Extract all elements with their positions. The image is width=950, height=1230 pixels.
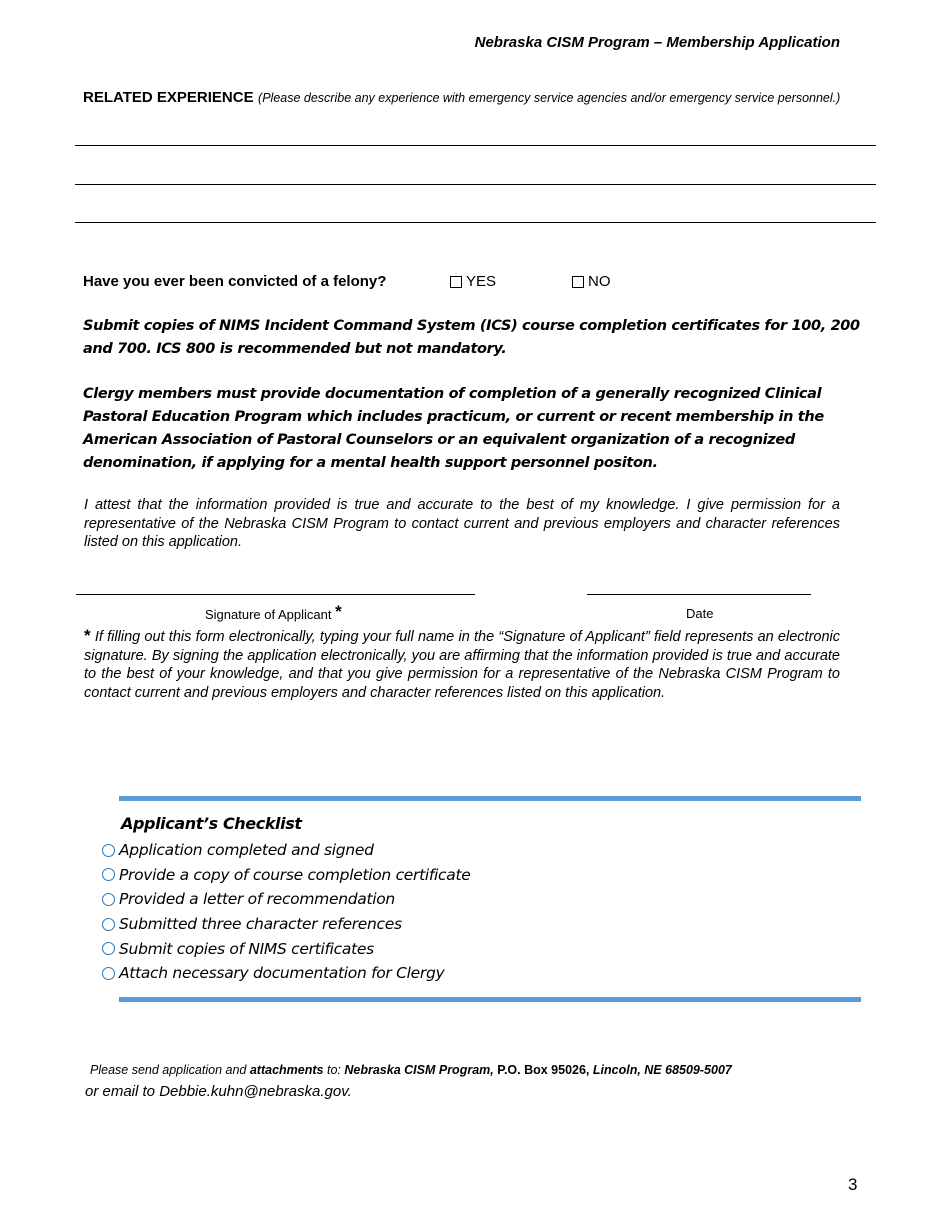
- checklist-item-label: Submit copies of NIMS certificates: [119, 939, 374, 958]
- felony-yes-checkbox[interactable]: [450, 273, 496, 290]
- signature-line[interactable]: [76, 594, 475, 595]
- felony-question: Have you ever been convicted of a felony?: [83, 273, 387, 290]
- mail-attachments: attachments: [249, 1063, 324, 1077]
- radio-circle-icon[interactable]: [102, 967, 115, 980]
- radio-circle-icon[interactable]: [102, 893, 115, 906]
- radio-circle-icon[interactable]: [102, 918, 115, 931]
- checklist-item[interactable]: [102, 961, 470, 986]
- attestation-text: I attest that the information provided is true and accurate to the best of my knowledge. I give permission for a representative of the Nebraska CISM Program to contact current and previous employers and character references listed on this application.: [84, 497, 840, 550]
- mail-po-box: P.O. Box 95026,: [497, 1063, 590, 1077]
- date-label: Date: [686, 606, 714, 621]
- related-experience-note: (Please describe any experience with emergency service agencies and/or emergency service personnel.): [258, 91, 841, 105]
- checklist-item[interactable]: [102, 863, 470, 888]
- mailing-instructions: [90, 1063, 732, 1077]
- felony-yes-label: YES: [466, 273, 497, 290]
- experience-line-2[interactable]: [75, 184, 876, 185]
- page-number: 3: [848, 1175, 858, 1194]
- mail-to: to:: [326, 1063, 341, 1077]
- related-experience-heading: RELATED EXPERIENCE: [83, 89, 254, 106]
- experience-line-1[interactable]: [75, 145, 876, 146]
- checklist: [102, 838, 470, 986]
- checklist-item-label: Provided a letter of recommendation: [119, 890, 395, 909]
- mail-org: Nebraska CISM Program,: [344, 1063, 494, 1077]
- checklist-item-label: Application completed and signed: [119, 841, 374, 860]
- checklist-item-label: Submitted three character references: [119, 915, 402, 934]
- checklist-top-bar: [119, 796, 861, 801]
- radio-circle-icon[interactable]: [102, 942, 115, 955]
- felony-no-label: NO: [588, 273, 611, 290]
- related-experience-section: [83, 89, 843, 107]
- checkbox-icon: [572, 276, 584, 288]
- checklist-item[interactable]: [102, 838, 470, 863]
- document-header: Nebraska CISM Program – Membership Application: [474, 34, 840, 51]
- signature-asterisk: *: [335, 602, 342, 621]
- felony-no-checkbox[interactable]: [572, 273, 611, 290]
- email-instructions: or email to Debbie.kuhn@nebraska.gov.: [85, 1083, 352, 1100]
- mail-city: Lincoln, NE 68509-5007: [592, 1063, 732, 1077]
- checklist-item[interactable]: [102, 887, 470, 912]
- radio-circle-icon[interactable]: [102, 844, 115, 857]
- footnote-text: If filling out this form electronically, typing your full name in the “Signature of Applicant” field represents an electronic signature. By signing the application electronically, you are affirming that the information provided is true and accurate to the best of your knowledge, and that you give permission for a representative of the Nebraska CISM Program to contact current and previous employers and character references listed on this application.: [84, 629, 840, 701]
- experience-line-3[interactable]: [75, 222, 876, 223]
- signature-label-text: Signature of Applicant: [205, 607, 332, 622]
- checkbox-icon: [450, 276, 462, 288]
- mail-prefix: Please send application and: [90, 1063, 247, 1077]
- checklist-item[interactable]: [102, 936, 470, 961]
- nims-notice: Submit copies of NIMS Incident Command System (ICS) course completion certificates for 100, 200 and 700. ICS 800 is recommended but not mandatory.: [83, 318, 860, 357]
- radio-circle-icon[interactable]: [102, 868, 115, 881]
- checklist-bottom-bar: [119, 997, 861, 1002]
- checklist-item[interactable]: [102, 912, 470, 937]
- date-line[interactable]: [587, 594, 811, 595]
- checklist-item-label: Provide a copy of course completion certificate: [119, 865, 471, 884]
- electronic-signature-footnote: [84, 627, 840, 702]
- footnote-asterisk: *: [84, 626, 91, 645]
- checklist-item-label: Attach necessary documentation for Clergy: [119, 964, 445, 983]
- signature-label: [205, 604, 342, 624]
- checklist-title: Applicant’s Checklist: [121, 814, 302, 833]
- clergy-notice: Clergy members must provide documentation of completion of a generally recognized Clinical Pastoral Education Program which includes practicum, or current or recent membership in the American Association of Pastoral Counselors or an equivalent organization of a recognized denomination, if applying for a mental health support personnel positon.: [83, 386, 824, 471]
